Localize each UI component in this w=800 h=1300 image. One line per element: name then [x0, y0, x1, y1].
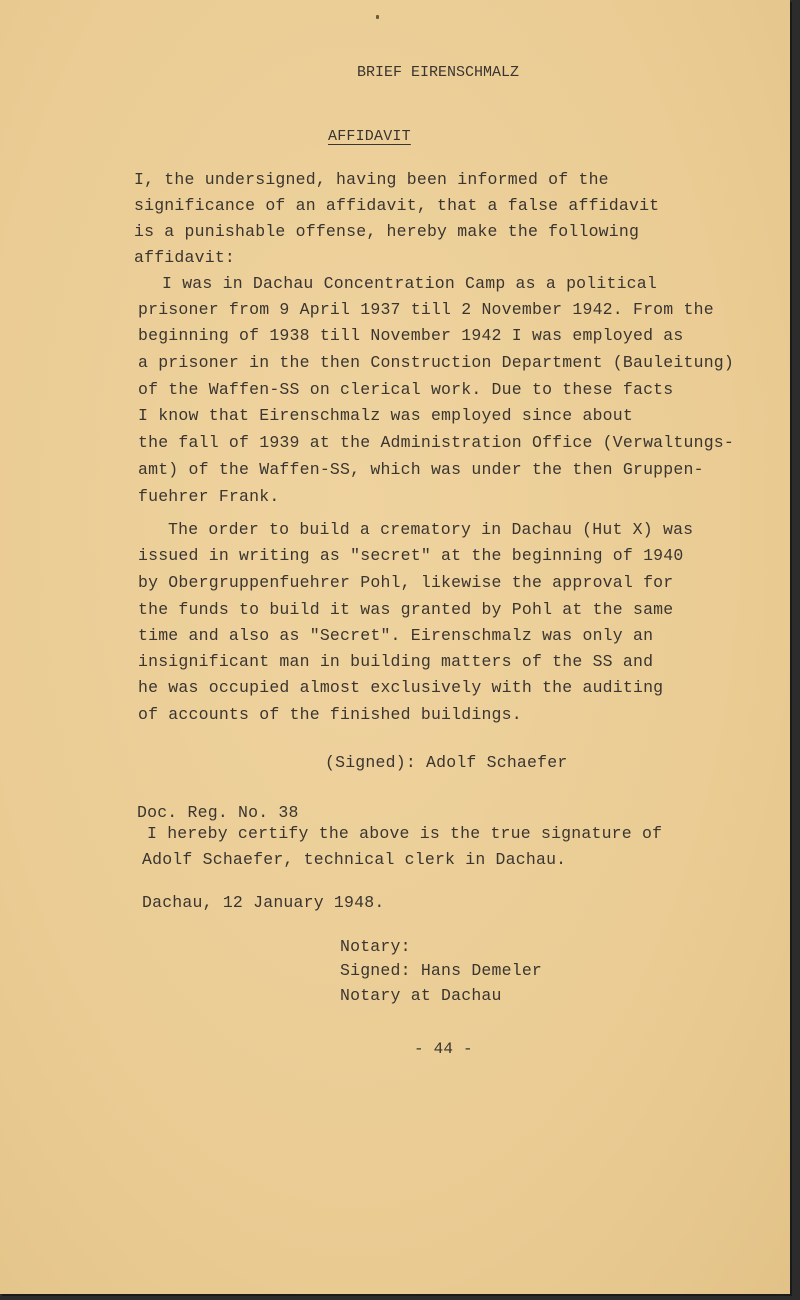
notary-line: Notary:	[340, 937, 411, 956]
signature-line: (Signed): Adolf Schaefer	[325, 753, 568, 772]
paragraph-line: I was in Dachau Concentration Camp as a political	[162, 274, 657, 293]
paragraph-line: the funds to build it was granted by Pohl at the same	[138, 600, 674, 619]
intro-line: I, the undersigned, having been informed of the	[134, 170, 609, 189]
paragraph-line: the fall of 1939 at the Administration Office (Verwaltungs-	[138, 433, 734, 452]
staple-mark	[376, 15, 379, 19]
paragraph-line: of the Waffen-SS on clerical work. Due to these facts	[138, 380, 674, 399]
intro-line: affidavit:	[134, 248, 236, 267]
paragraph-line: of accounts of the finished buildings.	[138, 705, 522, 724]
paragraph-line: insignificant man in building matters of the SS and	[138, 652, 654, 671]
certification-line: Adolf Schaefer, technical clerk in Dachau.	[142, 850, 567, 869]
paragraph-line: beginning of 1938 till November 1942 I was employed as	[138, 326, 684, 345]
paragraph-line: I know that Eirenschmalz was employed since about	[138, 406, 633, 425]
certification-line: I hereby certify the above is the true signature of	[147, 824, 663, 843]
paragraph-line: issued in writing as "secret" at the beginning of 1940	[138, 546, 684, 565]
intro-line: significance of an affidavit, that a false affidavit	[134, 196, 660, 215]
paragraph-line: by Obergruppenfuehrer Pohl, likewise the approval for	[138, 573, 674, 592]
page-number: - 44 -	[414, 1040, 473, 1058]
document-header: BRIEF EIRENSCHMALZ	[357, 64, 520, 81]
paragraph-line: The order to build a crematory in Dachau (Hut X) was	[168, 520, 694, 539]
notary-line: Signed: Hans Demeler	[340, 961, 543, 980]
date-line: Dachau, 12 January 1948.	[142, 893, 385, 912]
paragraph-line: a prisoner in the then Construction Department (Bauleitung)	[138, 353, 734, 372]
paragraph-line: he was occupied almost exclusively with the auditing	[138, 678, 664, 697]
document-title: AFFIDAVIT	[328, 128, 411, 145]
intro-line: is a punishable offense, hereby make the following	[134, 222, 640, 241]
notary-line: Notary at Dachau	[340, 986, 502, 1005]
paragraph-line: prisoner from 9 April 1937 till 2 November 1942. From the	[138, 300, 714, 319]
paragraph-line: fuehrer Frank.	[138, 487, 280, 506]
paragraph-line: amt) of the Waffen-SS, which was under the then Gruppen-	[138, 460, 704, 479]
doc-reg-number: Doc. Reg. No. 38	[137, 803, 299, 822]
paragraph-line: time and also as "Secret". Eirenschmalz was only an	[138, 626, 654, 645]
